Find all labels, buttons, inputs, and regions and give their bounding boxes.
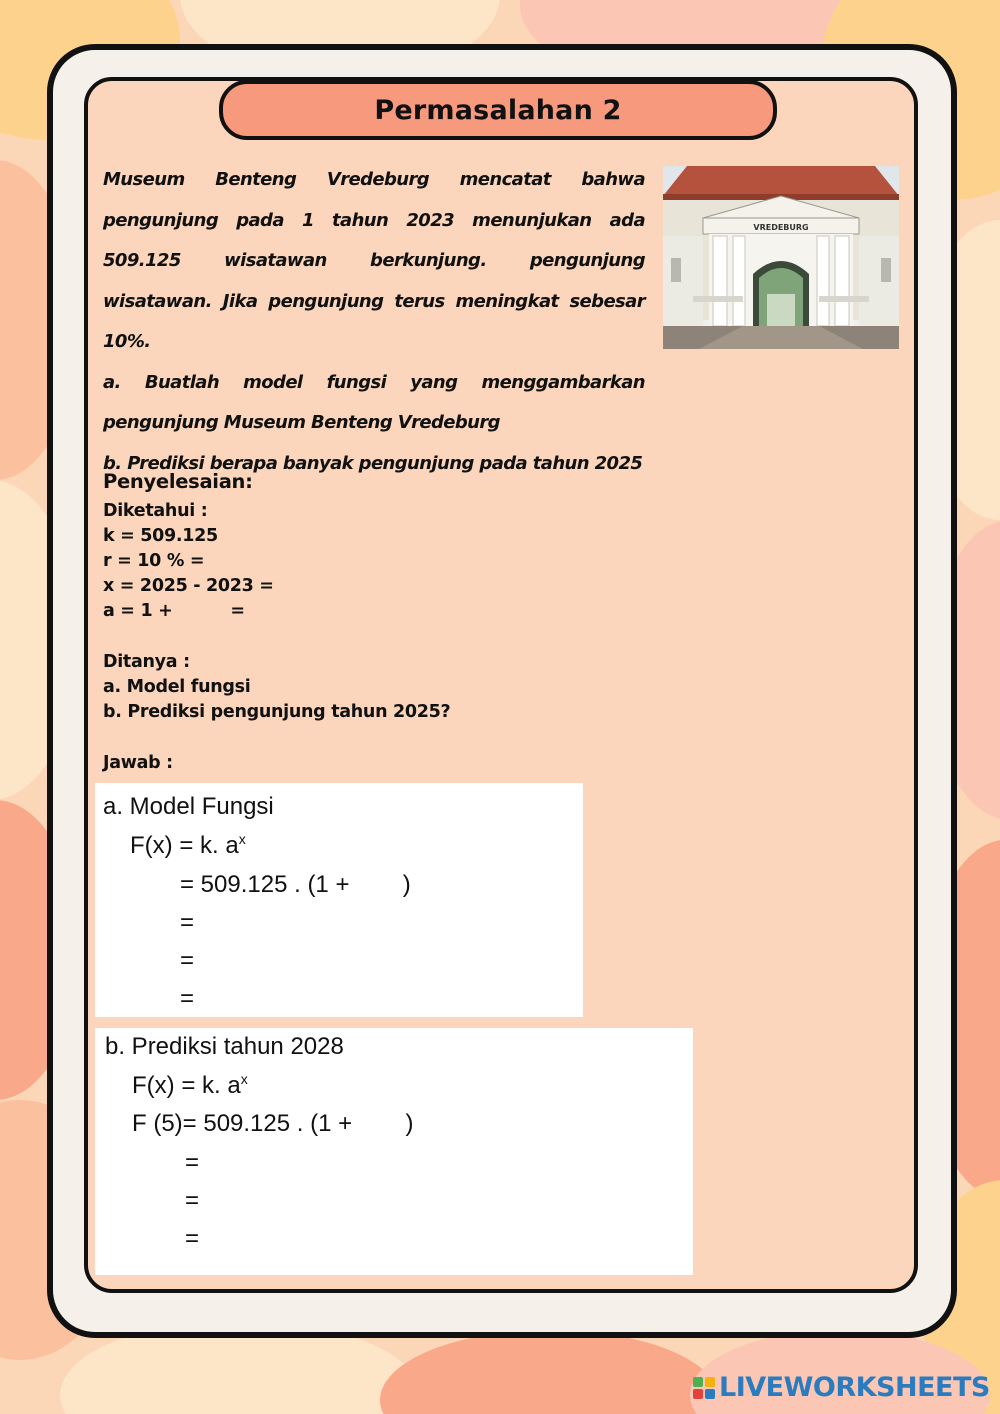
answer-b-formula-base: F(x) = k. a [132,1072,241,1099]
known-k: k = 509.125 [103,526,218,546]
liveworksheets-logo-icon [693,1377,715,1399]
solution-heading: Penyelesaian: [103,470,253,493]
answer-a-step-4: = [180,985,195,1012]
answer-b-formula-exponent: x [240,1071,248,1087]
answer-b-step-2: = [185,1149,200,1176]
asked-a: a. Model fungsi [103,677,251,697]
answer-b-step-1: F (5)= 509.125 . (1 + ) [132,1110,414,1137]
liveworksheets-brand-text: LIVEWORKSHEETS [719,1372,990,1403]
answer-a-step-1: = 509.125 . (1 + ) [180,871,411,898]
page-title: Permasalahan 2 [219,80,777,140]
answer-a-formula [130,831,246,860]
answer-label: Jawab : [103,753,173,773]
museum-gate-illustration [663,166,899,349]
problem-paragraph: Museum Benteng Vredeburg mencatat bahwa pengunjung pada 1 tahun 2023 menunjukan ada 509.125 wisatawan berkunjung. pengunjung wisatawan. Jika pengunjung terus meningkat sebesar 10%. [103,169,645,352]
known-x: x = 2025 - 2023 = [103,576,274,596]
answer-b-title: b. Prediksi tahun 2028 [105,1033,344,1060]
problem-statement [103,160,645,484]
answer-a-step-2: = [180,909,195,936]
photo-sign-text: VREDEBURG [753,223,809,232]
question-b: b. Prediksi berapa banyak pengunjung pada tahun 2025 [103,452,643,474]
asked-label: Ditanya : [103,652,190,672]
answer-a-title: a. Model Fungsi [103,793,274,820]
liveworksheets-logo[interactable] [693,1372,990,1403]
known-label: Diketahui : [103,501,208,521]
answer-b-step-4: = [185,1225,200,1252]
answer-a-formula-exponent: x [238,831,246,847]
answer-b-formula [132,1071,248,1100]
known-a: a = 1 + = [103,601,245,621]
answer-box-b [95,1028,693,1275]
answer-a-formula-base: F(x) = k. a [130,832,239,859]
answer-a-step-3: = [180,947,195,974]
asked-b: b. Prediksi pengunjung tahun 2025? [103,702,451,722]
answer-box-a [95,783,583,1017]
answer-b-step-3: = [185,1187,200,1214]
question-a: a. Buatlah model fungsi yang menggambarkan pengunjung Museum Benteng Vredeburg [103,371,645,433]
museum-photo [663,166,899,349]
known-r: r = 10 % = [103,551,205,571]
